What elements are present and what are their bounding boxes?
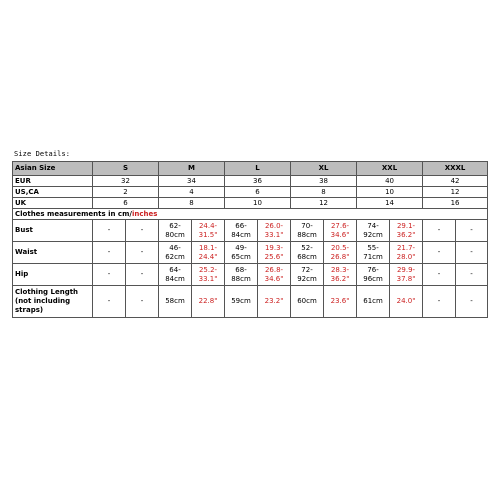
table-cell: 72- 92cm bbox=[291, 264, 324, 286]
header-size-xxl: XXL bbox=[357, 162, 423, 176]
table-cell: 20.5- 26.8" bbox=[324, 242, 357, 264]
size-chart-table bbox=[12, 161, 488, 318]
table-cell: 28.3- 36.2" bbox=[324, 264, 357, 286]
header-size-s: S bbox=[93, 162, 159, 176]
row-label: UK bbox=[13, 198, 93, 209]
table-cell: 19.3- 25.6" bbox=[258, 242, 291, 264]
row-clothing-length bbox=[13, 286, 488, 318]
table-cell: 42 bbox=[423, 176, 488, 187]
table-cell: 4 bbox=[159, 187, 225, 198]
table-cell: 70- 88cm bbox=[291, 220, 324, 242]
table-cell: 6 bbox=[225, 187, 291, 198]
table-cell: 34 bbox=[159, 176, 225, 187]
table-cell: 61cm bbox=[357, 286, 390, 318]
table-cell: - bbox=[126, 286, 159, 318]
table-cell: 12 bbox=[291, 198, 357, 209]
table-cell: 60cm bbox=[291, 286, 324, 318]
table-cell: 49- 65cm bbox=[225, 242, 258, 264]
table-cell: 36 bbox=[225, 176, 291, 187]
row-label: Hip bbox=[13, 264, 93, 286]
table-cell: - bbox=[93, 264, 126, 286]
table-cell: - bbox=[456, 242, 488, 264]
table-cell: 10 bbox=[225, 198, 291, 209]
table-cell: - bbox=[93, 286, 126, 318]
table-cell: 26.0- 33.1" bbox=[258, 220, 291, 242]
row-label: Waist bbox=[13, 242, 93, 264]
table-cell: 29.9- 37.8" bbox=[390, 264, 423, 286]
table-cell: 32 bbox=[93, 176, 159, 187]
table-cell: 24.4- 31.5" bbox=[192, 220, 225, 242]
row-waist bbox=[13, 242, 488, 264]
table-cell: 64- 84cm bbox=[159, 264, 192, 286]
table-cell: 46- 62cm bbox=[159, 242, 192, 264]
row-label: EUR bbox=[13, 176, 93, 187]
table-cell: 24.0" bbox=[390, 286, 423, 318]
row-label: Clothing Length (not including straps) bbox=[13, 286, 93, 318]
row-hip bbox=[13, 264, 488, 286]
table-cell: 58cm bbox=[159, 286, 192, 318]
table-cell: 40 bbox=[357, 176, 423, 187]
header-size-xl: XL bbox=[291, 162, 357, 176]
table-cell: 12 bbox=[423, 187, 488, 198]
table-cell: 16 bbox=[423, 198, 488, 209]
table-cell: - bbox=[93, 242, 126, 264]
row-label: US,CA bbox=[13, 187, 93, 198]
table-cell: 55- 71cm bbox=[357, 242, 390, 264]
table-cell: 26.8- 34.6" bbox=[258, 264, 291, 286]
table-cell: - bbox=[423, 242, 456, 264]
table-cell: 14 bbox=[357, 198, 423, 209]
table-cell: - bbox=[423, 286, 456, 318]
table-cell: 8 bbox=[291, 187, 357, 198]
table-cell: 29.1- 36.2" bbox=[390, 220, 423, 242]
table-cell: - bbox=[93, 220, 126, 242]
table-cell: 23.2" bbox=[258, 286, 291, 318]
row-bust bbox=[13, 220, 488, 242]
header-size-xxxl: XXXL bbox=[423, 162, 488, 176]
header-asian-size: Asian Size bbox=[13, 162, 93, 176]
table-cell: 74- 92cm bbox=[357, 220, 390, 242]
table-cell: 10 bbox=[357, 187, 423, 198]
table-cell: 8 bbox=[159, 198, 225, 209]
table-cell: - bbox=[423, 220, 456, 242]
table-cell: 22.8" bbox=[192, 286, 225, 318]
table-cell: - bbox=[456, 264, 488, 286]
table-cell: 66- 84cm bbox=[225, 220, 258, 242]
table-cell: 23.6" bbox=[324, 286, 357, 318]
row-eur bbox=[13, 176, 488, 187]
row-uk bbox=[13, 198, 488, 209]
table-cell: 6 bbox=[93, 198, 159, 209]
table-cell: 2 bbox=[93, 187, 159, 198]
measurements-section-row bbox=[13, 209, 488, 220]
table-cell: 59cm bbox=[225, 286, 258, 318]
table-cell: 27.6- 34.6" bbox=[324, 220, 357, 242]
table-cell: 18.1- 24.4" bbox=[192, 242, 225, 264]
header-size-l: L bbox=[225, 162, 291, 176]
table-cell: - bbox=[423, 264, 456, 286]
table-cell: - bbox=[126, 220, 159, 242]
table-cell: 68- 88cm bbox=[225, 264, 258, 286]
section-title-inches: inches bbox=[131, 209, 158, 218]
table-cell: - bbox=[126, 264, 159, 286]
table-cell: 21.7- 28.0" bbox=[390, 242, 423, 264]
size-details-caption: Size Details: bbox=[14, 150, 71, 158]
measurements-section-title bbox=[13, 209, 488, 220]
row-us-ca bbox=[13, 187, 488, 198]
table-cell: 52- 68cm bbox=[291, 242, 324, 264]
section-title-prefix: Clothes measurements in cm/ bbox=[15, 209, 132, 218]
table-cell: - bbox=[456, 286, 488, 318]
header-size-m: M bbox=[159, 162, 225, 176]
header-row bbox=[13, 162, 488, 176]
table-cell: 62- 80cm bbox=[159, 220, 192, 242]
table-cell: - bbox=[126, 242, 159, 264]
row-label: Bust bbox=[13, 220, 93, 242]
table-cell: - bbox=[456, 220, 488, 242]
table-cell: 76- 96cm bbox=[357, 264, 390, 286]
table-cell: 25.2- 33.1" bbox=[192, 264, 225, 286]
table-cell: 38 bbox=[291, 176, 357, 187]
